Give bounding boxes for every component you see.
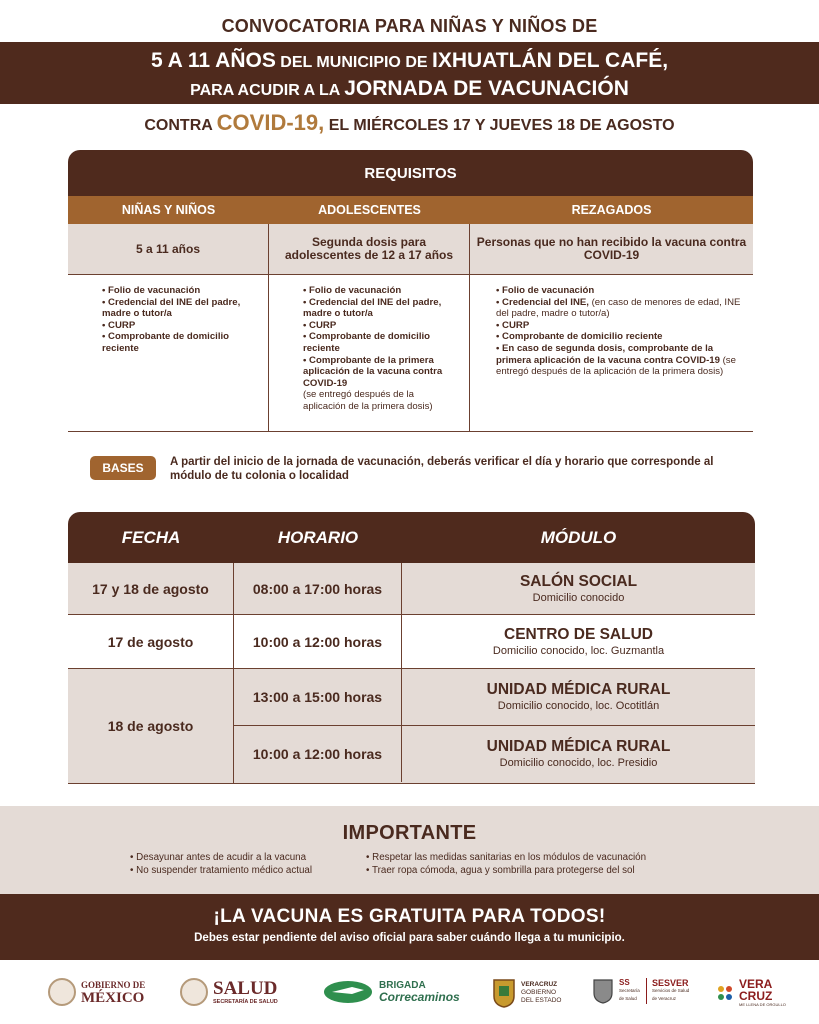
list-ninos (68, 275, 269, 431)
list-item: • En caso de segunda dosis, comprobante de la primera aplicación de la vacuna contra COVID-19 (se entregó después de la aplicación de la primera dosis) (496, 343, 743, 378)
eagle-seal-icon (180, 978, 208, 1006)
list-item: • Desayunar antes de acudir a la vacuna (130, 851, 366, 864)
list-item: • Comprobante de domicilio reciente (303, 331, 459, 354)
bases-badge: BASES (90, 456, 156, 480)
ss-shield-icon (592, 978, 614, 1004)
requirements-title: REQUISITOS (68, 150, 753, 196)
list-item: • Folio de vacunación (102, 285, 258, 297)
cell-modulo: SALÓN SOCIAL Domicilio conocido (519, 572, 638, 604)
list-rezagados (470, 275, 753, 431)
important-lists (0, 851, 819, 877)
cell-fecha: 17 y 18 de agosto (68, 563, 234, 614)
cell-horario: 10:00 a 12:00 horas (234, 726, 402, 782)
table-row (234, 669, 755, 726)
group-ninos: 5 a 11 años (68, 224, 269, 274)
cell-modulo: CENTRO DE SALUD Domicilio conocido, loc. Guzmantla (492, 625, 665, 657)
group-adolescentes: Segunda dosis para adolescentes de 12 a 17 años (269, 224, 470, 274)
title-band (0, 42, 819, 104)
header-fecha: FECHA (121, 527, 181, 547)
important-left-list (130, 851, 366, 877)
veracruz-gobierno-logo: VERACRUZ GOBIERNO DEL ESTADO (492, 978, 561, 1008)
list-item: • Comprobante de domicilio reciente (102, 331, 258, 354)
cell-horario: 08:00 a 17:00 horas (234, 563, 402, 614)
list-item: • CURP (102, 320, 258, 332)
list-item: • Folio de vacunación (496, 285, 743, 297)
cell-horario: 10:00 a 12:00 horas (234, 615, 402, 668)
table-row (68, 615, 755, 669)
schedule-header (68, 512, 755, 563)
bases-text: A partir del inicio de la jornada de vacunación, deberás verificar el día y horario que corresponde al módulo de tu colonia o localidad (170, 456, 714, 482)
date-line: CONTRA COVID-19, EL MIÉRCOLES 17 Y JUEVES 18 DE AGOSTO (144, 110, 675, 135)
schedule-table (68, 512, 755, 784)
list-item: • CURP (303, 320, 459, 332)
list-item: • Credencial del INE del padre, madre o tutor/a (303, 297, 459, 320)
requirements-lists (68, 274, 753, 432)
free-vaccine-band (0, 894, 819, 960)
header-horario: HORARIO (277, 527, 359, 547)
gobierno-mexico-logo: GOBIERNO DE MÉXICO (48, 978, 145, 1006)
convocatoria-heading: CONVOCATORIA PARA NIÑAS Y NIÑOS DE (221, 16, 598, 36)
salud-logo: SALUD SECRETARÍA DE SALUD (180, 978, 278, 1006)
important-section (0, 806, 819, 894)
list-item: • No suspender tratamiento médico actual (130, 864, 366, 877)
star-icon (716, 984, 734, 1002)
cell-modulo: UNIDAD MÉDICA RURAL Domicilio conocido, loc. Ocotitlán (486, 681, 671, 712)
important-title: IMPORTANTE (342, 822, 477, 844)
roadrunner-icon (322, 978, 374, 1006)
veracruz-shield-icon (492, 978, 516, 1008)
cell-fecha: 18 de agosto (68, 669, 234, 783)
list-note: (se entregó después de la aplicación de la primera dosis) (303, 389, 433, 412)
split-rows (234, 669, 755, 783)
cell-modulo: UNIDAD MÉDICA RURAL Domicilio conocido, loc. Presidio (486, 738, 671, 769)
requirements-columns (68, 196, 753, 224)
list-item: • CURP (496, 320, 743, 332)
eagle-seal-icon (48, 978, 76, 1006)
table-row (234, 726, 755, 782)
free-vaccine-subtitle: Debes estar pendiente del aviso oficial para saber cuándo llega a tu municipio. (194, 932, 625, 944)
table-row (68, 669, 755, 784)
list-item: • Traer ropa cómoda, agua y sombrilla para protegerse del sol (366, 864, 646, 877)
list-item: • Credencial del INE del padre, madre o tutor/a (102, 297, 258, 320)
header-modulo: MÓDULO (540, 527, 617, 547)
requirements-card (68, 150, 753, 432)
free-vaccine-title: ¡LA VACUNA ES GRATUITA PARA TODOS! (213, 906, 606, 927)
logo-strip (0, 970, 819, 1020)
list-item: • Folio de vacunación (303, 285, 459, 297)
list-item: • Comprobante de la primera aplicación de la vacuna contra COVID-19 (303, 355, 459, 390)
cell-horario: 13:00 a 15:00 horas (234, 669, 402, 725)
column-adolescentes: ADOLESCENTES (318, 203, 421, 217)
ss-sesver-logo: SS Secretaría de Salud SESVER Servicios de Salud de Veracruz (592, 978, 694, 1004)
list-item: • Credencial del INE, (en caso de menores de edad, INE del padre, madre o tutor/a) (496, 297, 743, 320)
veracruz-orgullo-logo: VERA CRUZ ME LLENA DE ORGULLO (716, 978, 786, 1008)
title-line-2: PARA ACUDIR A LA JORNADA DE VACUNACIÓN (190, 77, 629, 100)
column-ninos: NIÑAS Y NIÑOS (121, 203, 216, 217)
list-adolescentes (269, 275, 470, 431)
group-rezagados: Personas que no han recibido la vacuna contra COVID-19 (476, 235, 747, 262)
brigada-correcaminos-logo: BRIGADA Correcaminos (322, 978, 460, 1006)
cell-fecha: 17 de agosto (68, 615, 234, 668)
column-rezagados: REZAGADOS (571, 203, 652, 217)
important-right-list (366, 851, 646, 877)
table-row (68, 563, 755, 615)
requirements-groups (68, 224, 753, 274)
list-item: • Respetar las medidas sanitarias en los módulos de vacunación (366, 851, 646, 864)
title-line-1: 5 A 11 AÑOS DEL MUNICIPIO DE IXHUATLÁN DEL CAFÉ, (150, 49, 669, 72)
list-item: • Comprobante de domicilio reciente (496, 331, 743, 343)
